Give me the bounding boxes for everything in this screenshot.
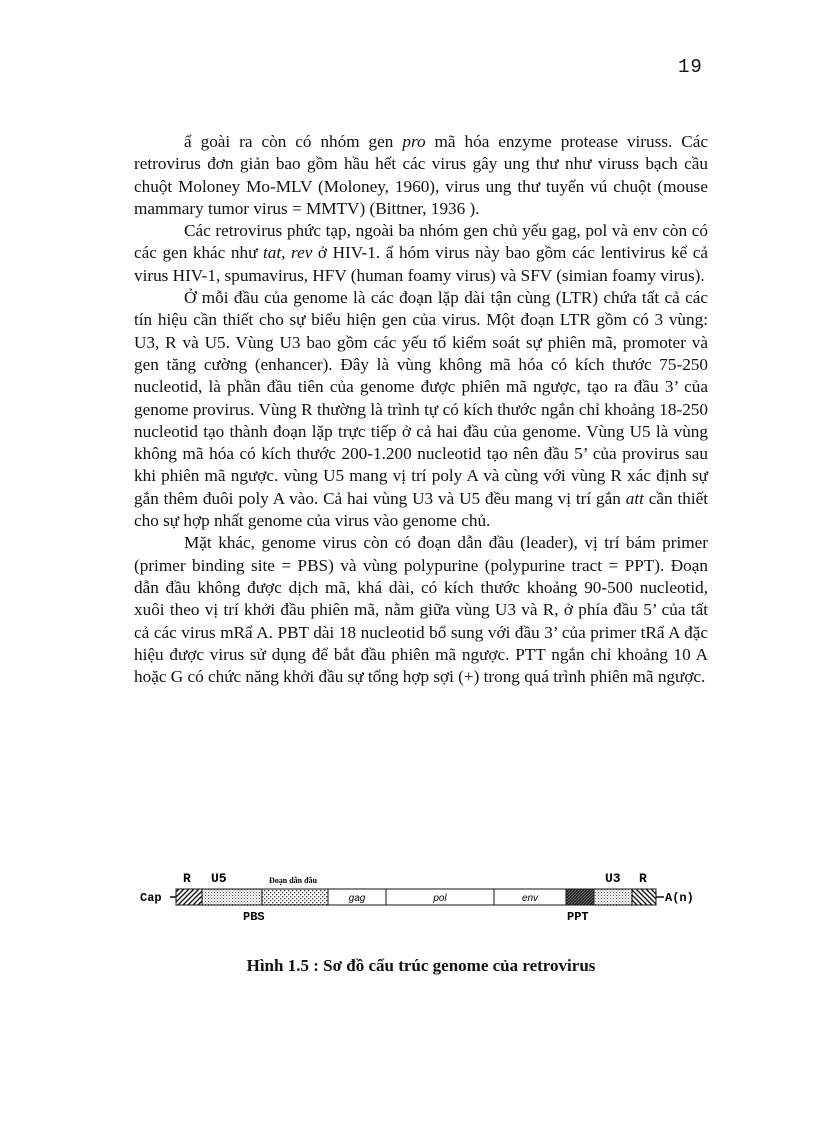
body-text — [134, 131, 708, 688]
u3-label: U3 — [605, 871, 621, 886]
leader-block — [262, 889, 328, 905]
ppt-label: PPT — [567, 910, 589, 924]
env-label: env — [521, 893, 539, 904]
italic-term: tat — [262, 243, 282, 263]
u5-block — [202, 889, 262, 905]
text-run: Các retrovirus phức tạp, ngoài ba nhóm gen chủ yếu gag, pol và env còn có các gen khác như — [134, 221, 708, 263]
ppt-block — [566, 889, 594, 905]
r-right-block — [632, 889, 656, 905]
gag-label: gag — [348, 893, 366, 904]
text-run: mã hóa enzyme protease viruss. Các retrovirus đơn giản bao gồm hầu hết các virus gây ung thư như viruss bạch cầu chuột Moloney Mo-MLV (Moloney, 1960), virus ung thư tuyến vú chuột (mouse mammary tumor virus = MMTV) (Bittner, 1936 ). — [134, 132, 708, 218]
text-run: ẩ goài ra còn có nhóm gen — [184, 132, 403, 151]
text-run: , — [281, 243, 292, 263]
italic-term: att — [625, 488, 644, 508]
paragraph — [134, 532, 708, 688]
r-left-block — [176, 889, 202, 905]
genome-diagram — [130, 868, 720, 934]
text-run: ở HIV-1. ẩ hóm virus này bao gồm các lentivirus kể cả virus HIV-1, spumavirus, HFV (human foamy virus) và SFV (simian foamy virus). — [134, 243, 709, 285]
genome-diagram-svg — [130, 868, 720, 934]
text-run: Mặt khác, genome virus còn có đoạn dẫn đầu (leader), vị trí bám primer (primer binding site = PBS) và vùng polypurine (polypurine tract = PPT). Đoạn dẫn đầu không được dịch mã, khá dài, có kích thước khoảng 90-500 nucleotid, xuôi theo vị trí khởi đầu phiên mã, nằm giữa vùng U3 và R, ở phía đầu 5’ của tất cả các virus mRẩ A. PBT dài 18 nucleotid bổ sung với đầu 3’ của primer tRẩ A đặc hiệu được virus sử dụng để bắt đầu phiên mã ngược. PTT ngắn chỉ khoảng 10 A hoặc G có chức năng khởi đầu sự tổng hợp sợi (+) trong quá trình phiên mã ngược. — [134, 533, 708, 687]
polya-label: A(n) — [665, 891, 694, 905]
u5-label: U5 — [211, 871, 227, 886]
u3-block — [594, 889, 632, 905]
text-run: cần thiết cho sự hợp nhất genome của virus vào genome chủ. — [134, 488, 708, 531]
paragraph — [134, 220, 708, 287]
text-run: Ở mỗi đầu của genome là các đoạn lặp dài tận cùng (LTR) chứa tất cả các tín hiệu cần thiết cho sự biểu hiện gen của virus. Một đoạn LTR gồm có 3 vùng: U3, R và U5. Vùng U3 bao gồm các yếu tố kiểm soát sự phiên mã, promoter và gen tăng cường (enhancer). Đây là vùng không mã hóa có kích thước 75-250 nucleotid, là phần đầu tiên của genome được phiên mã ngược, tạo ra đầu 3’ của genome provirus. Vùng R thường là trình tự có kích thước ngắn chỉ khoảng 18-250 nucleotid tạo thành đoạn lặp trực tiếp ở cả hai đầu của genome. Vùng U5 là vùng không mã hóa có kích thước 200-1.200 nucleotid tạo nên đầu 5’ của provirus sau khi phiên mã ngược. vùng U5 mang vị trí poly A và cùng với vùng R xác định sự gắn thêm đuôi poly A vào. Cả hai vùng U3 và U5 đều mang vị trí gắn — [134, 288, 708, 508]
pol-label: pol — [433, 893, 447, 904]
leader-label: Đoạn dẫn đầu — [269, 876, 318, 885]
italic-term: rev — [291, 243, 313, 263]
r-right-label: R — [639, 871, 647, 886]
page-number: 19 — [678, 56, 703, 78]
pbs-label: PBS — [243, 910, 265, 924]
figure-caption: Hình 1.5 : Sơ đồ cấu trúc genome của retrovirus — [246, 956, 596, 975]
r-left-label: R — [183, 871, 191, 886]
italic-term: pro — [402, 132, 426, 151]
paragraph — [134, 287, 708, 532]
paragraph — [134, 131, 708, 220]
cap-label: Cap — [140, 891, 162, 905]
